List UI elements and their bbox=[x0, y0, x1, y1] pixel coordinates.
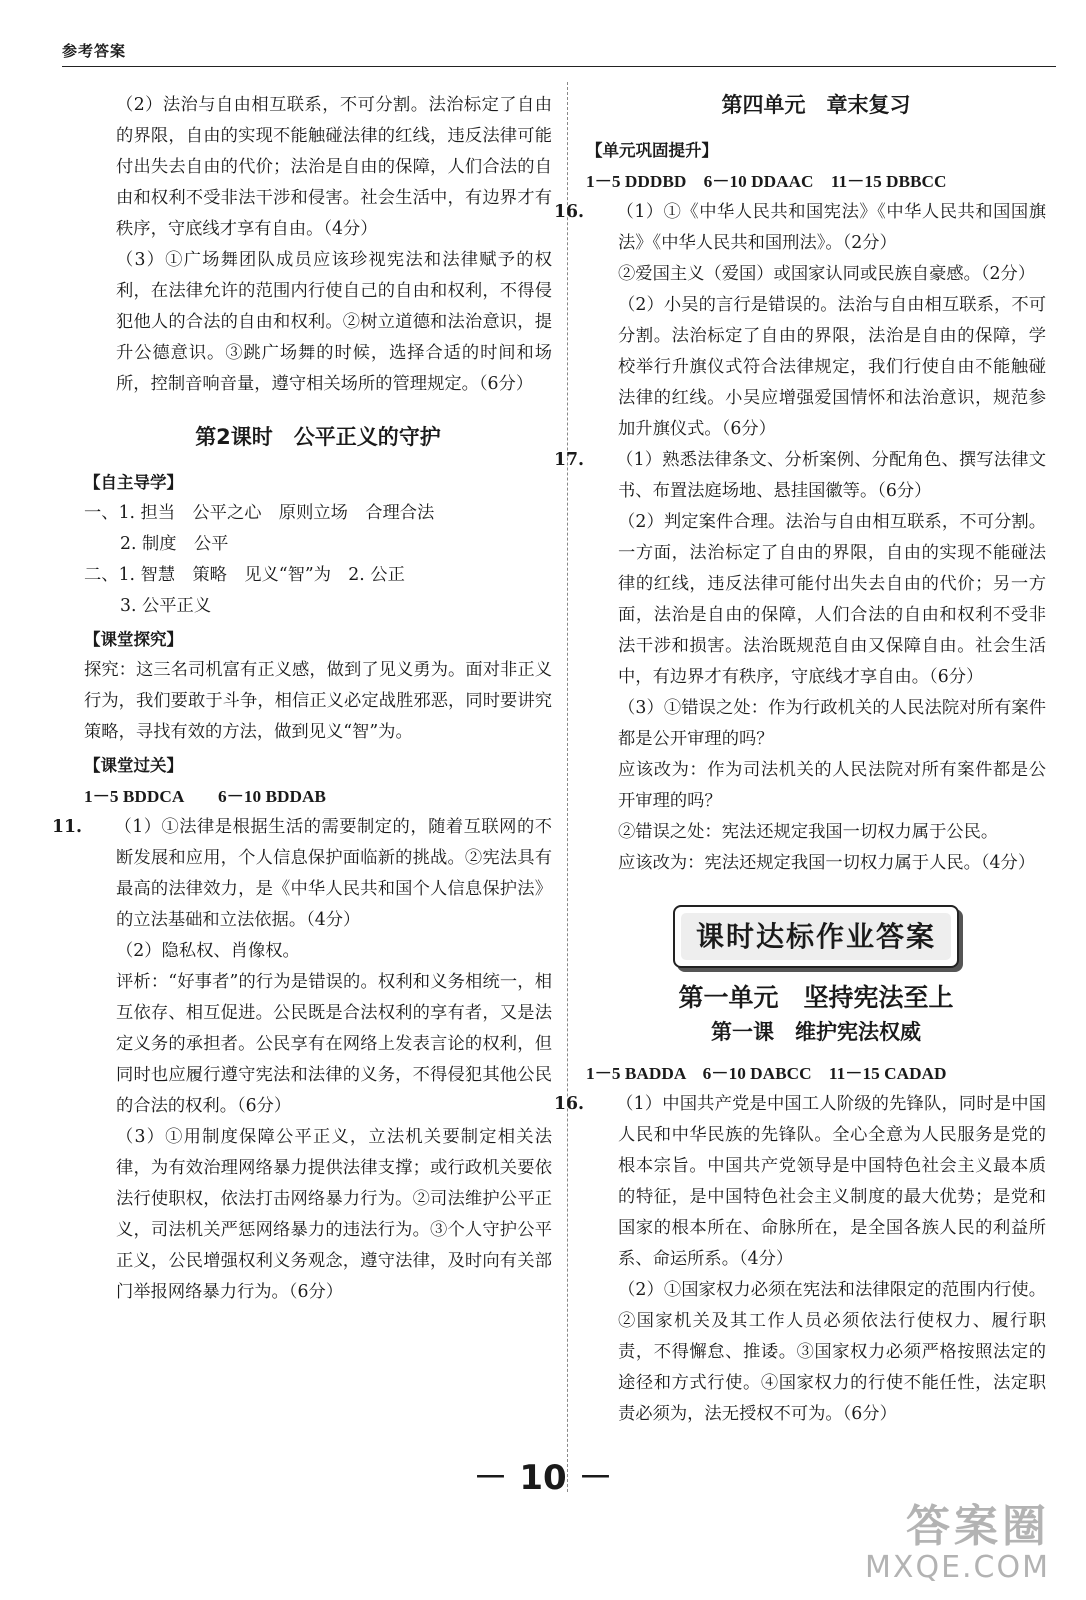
right-column bbox=[554, 90, 1046, 1430]
zizhu-line-2: 2. 制度 公平 bbox=[120, 534, 229, 554]
question-16-part-2: （2）小吴的言行是错误的。法治与自由相互联系，不可分割。法治标定了自由的界限，法治是自由的保障，学校举行升旗仪式符合法律规定，我们行使自由不能触碰法律的红线。小吴应增强爱国情怀和法治意识，规范参加升旗仪式。（6分） bbox=[618, 295, 1046, 439]
gonggu-label: 【单元巩固提升】 bbox=[586, 141, 718, 160]
column-divider bbox=[567, 82, 568, 1492]
guoguan-label: 【课堂过关】 bbox=[84, 756, 183, 775]
header-rule bbox=[62, 66, 1056, 67]
question-17-part-1-text: （1）熟悉法律条文、分析案例、分配角色、撰写法律文书、布置法庭场地、悬挂国徽等。（6分） bbox=[616, 450, 1046, 501]
lesson-1-question-16-number: 16. bbox=[554, 1094, 585, 1114]
zizhu-line-4: 3. 公平正义 bbox=[120, 596, 212, 616]
lesson-title-fairness: 第2课时 公平正义的守护 bbox=[195, 425, 441, 449]
zizhu-line-3: 二、1. 智慧 策略 见义“智”为 2. 公正 bbox=[84, 565, 405, 585]
question-17-part-3c: ②错误之处：宪法还规定我国一切权力属于公民。 bbox=[618, 822, 999, 842]
question-11-part-1-text: （1）①法律是根据生活的需要制定的，随着互联网的不断发展和应用，个人信息保护面临新的挑战。②宪法具有最高的法律效力，是《中华人民共和国个人信息保护法》的立法基础和立法依据。（4分） bbox=[114, 817, 552, 930]
lesson-1-question-16-part-1-text: （1）中国共产党是中国工人阶级的先锋队，同时是中国人民和中华民族的先锋队。全心全意为人民服务是党的根本宗旨。中国共产党领导是中国特色社会主义最本质的特征，是中国特色社会主义制度的最大优势；是党和国家的根本所在、命脉所在，是全国各族人民的利益所系、命运所系。（4分） bbox=[616, 1094, 1046, 1269]
question-17-part-2: （2）判定案件合理。法治与自由相互联系，不可分割。一方面，法治标定了自由的界限，自由的实现不能碰法律的红线，违反法律可能付出失去自由的代价；另一方面，法治是自由的保障，人们合法的自由和权利不受非法干涉和损害。法治既规范自由又保障自由。社会生活中，有边界才有秩序，守底线才享自由。（6分） bbox=[618, 512, 1046, 687]
page-number: － 10 － bbox=[473, 1458, 613, 1498]
lesson-1-answers: 1－5 BADDA 6－10 DABCC 11－15 CADAD bbox=[586, 1064, 947, 1083]
question-17-number: 17. bbox=[554, 450, 585, 470]
question-17-part-3d: 应该改为：宪法还规定我国一切权力属于人民。（4分） bbox=[618, 853, 1036, 873]
question-11-part-3: （3）①用制度保障公平正义，立法机关要制定相关法律，为有效治理网络暴力提供法律支撑；或行政机关要依法行使职权，依法打击网络暴力行为。②司法维护公平正义，司法机关严惩网络暴力的违法行为。③个人守护公平正义，公民增强权利义务观念，遵守法律，及时向有关部门举报网络暴力行为。（6分） bbox=[116, 1127, 552, 1302]
unit-4-review-title: 第四单元 章末复习 bbox=[721, 93, 911, 117]
left-answer-2: （2）法治与自由相互联系，不可分割。法治标定了自由的界限，自由的实现不能触碰法律的红线，违反法律可能付出失去自由的代价；法治是自由的保障，人们合法的自由和权利不受非法干涉和侵害。社会生活中，有边界才有秩序，守底线才享有自由。（4分） bbox=[116, 95, 552, 239]
homework-answers-banner bbox=[673, 905, 959, 968]
question-16-number: 16. bbox=[554, 202, 585, 222]
tanjiu-label: 【课堂探究】 bbox=[84, 630, 183, 649]
zizhu-line-1: 一、1. 担当 公平之心 原则立场 合理合法 bbox=[84, 503, 435, 523]
homework-answers-banner-text: 课时达标作业答案 bbox=[681, 913, 951, 960]
lesson-1-question-16-part-1 bbox=[554, 1089, 1046, 1275]
watermark bbox=[865, 1490, 1050, 1585]
question-17-part-3b: 应该改为：作为司法机关的人民法院对所有案件都是公开审理的吗？ bbox=[618, 760, 1046, 811]
question-16-part-1 bbox=[554, 197, 1046, 259]
question-17-part-1 bbox=[554, 445, 1046, 507]
unit-4-answers: 1－5 DDDBD 6－10 DDAAC 11－15 DBBCC bbox=[586, 172, 947, 191]
question-11-review: 评析：“好事者”的行为是错误的。权利和义务相统一，相互依存、相互促进。公民既是合法权利的享有者，又是法定义务的承担者。公民享有在网络上发表言论的权利，但同时也应履行遵守宪法和法律的义务，不得侵犯其他公民的合法的权利。（6分） bbox=[116, 972, 552, 1116]
lesson-1-title: 第一课 维护宪法权威 bbox=[711, 1020, 921, 1044]
question-11-part-2: （2）隐私权、肖像权。 bbox=[116, 941, 300, 961]
question-11-part-1 bbox=[52, 812, 552, 936]
question-17-part-3a: （3）①错误之处：作为行政机关的人民法院对所有案件都是公开审理的吗？ bbox=[618, 698, 1046, 749]
question-16-part-1b: ②爱国主义（爱国）或国家认同或民族自豪感。（2分） bbox=[618, 264, 1036, 284]
unit-1-title: 第一单元 坚持宪法至上 bbox=[678, 983, 954, 1012]
question-16-part-1-text: （1）①《中华人民共和国宪法》《中华人民共和国国旗法》《中华人民共和国刑法》。（2分） bbox=[616, 202, 1046, 253]
tanjiu-text: 探究：这三名司机富有正义感，做到了见义勇为。面对非正义行为，我们要敢于斗争，相信正义必定战胜邪恶，同时要讲究策略，寻找有效的方法，做到见义“智”为。 bbox=[84, 660, 552, 742]
header-title: 参考答案 bbox=[62, 42, 127, 60]
lesson-1-question-16-part-2: （2）①国家权力必须在宪法和法律限定的范围内行使。②国家机关及其工作人员必须依法行使权力、履行职责，不得懈怠、推诿。③国家权力必须严格按照法定的途径和方式行使。④国家权力的行使不能任性，法定职责必须为，法无授权不可为。（6分） bbox=[618, 1280, 1046, 1424]
question-11-number: 11. bbox=[52, 817, 83, 837]
left-answer-3: （3）①广场舞团队成员应该珍视宪法和法律赋予的权利，在法律允许的范围内行使自己的自由和权利，不得侵犯他人的合法的自由和权利。②树立道德和法治意识，提升公德意识。③跳广场舞的时候，选择合适的时间和场所，控制音响音量，遵守相关场所的管理规定。（6分） bbox=[116, 250, 552, 394]
watermark-en: MXQE.COM bbox=[865, 1550, 1050, 1585]
left-column bbox=[52, 90, 552, 1308]
watermark-cn: 答案圈 bbox=[906, 1501, 1050, 1552]
guoguan-answers: 1－5 BDDCA 6－10 BDDAB bbox=[84, 787, 326, 806]
zizhu-label: 【自主导学】 bbox=[84, 473, 183, 492]
